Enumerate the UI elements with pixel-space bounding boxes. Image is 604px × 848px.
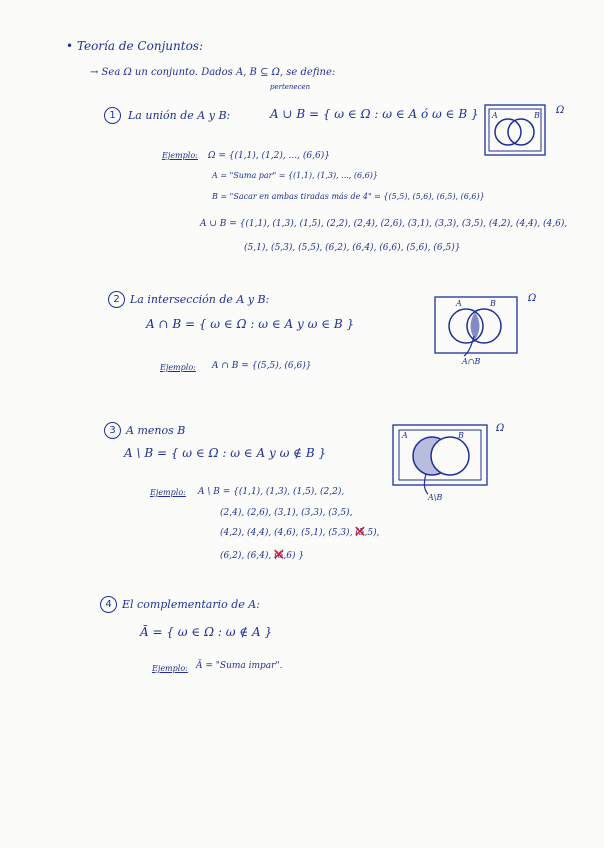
example-3-line-4-end: } (295, 551, 305, 561)
intro-note: pertenecen (270, 83, 311, 91)
venn-1-omega: Ω (556, 105, 565, 116)
section-4-formula: Ā = { ω ∈ Ω : ω ∉ A } (140, 625, 273, 639)
section-4-number: 4 (100, 596, 117, 613)
section-3-formula: A \ B = { ω ∈ Ω : ω ∈ A y ω ∉ B } (124, 446, 327, 460)
section-2-number: 2 (108, 291, 125, 308)
section-2-heading: La intersección de A y B: (130, 293, 270, 306)
page-title: • Teoría de Conjuntos: (66, 39, 203, 53)
example-3-line-4-text: (6,2), (6,4), (220, 551, 275, 561)
venn-3-label-difference: A\B (428, 493, 443, 502)
struck-pair-6-6: (6,6) ✕ (274, 552, 295, 561)
venn-intersection-diagram (434, 296, 520, 356)
section-1-heading: La unión de A y B: (128, 109, 231, 122)
venn-3-label-b: B (458, 431, 464, 440)
section-4-heading: El complementario de A: (122, 598, 260, 611)
section-1-example-label: Ejemplo: (162, 151, 198, 160)
example-3-line-3-end: , (376, 528, 380, 538)
section-1-number: 1 (104, 107, 121, 124)
example-3-line-4 (220, 552, 304, 561)
example-1-line-4: A ∪ B = {(1,1), (1,3), (1,5), (2,2), (2,4), (2,6), (3,1), (3,3), (3,5), (4,2), (4,4), (4,6), (200, 219, 568, 229)
section-3-example-label: Ejemplo: (150, 488, 186, 497)
intro-text: → Sea Ω un conjunto. Dados A, B ⊆ Ω, se define: (90, 67, 336, 78)
example-3-line-3 (220, 529, 380, 538)
venn-1-label-b: B (534, 111, 540, 120)
venn-2-label-a: A (456, 299, 462, 308)
section-3-number: 3 (104, 422, 121, 439)
venn-2-omega: Ω (528, 293, 537, 304)
venn-3-label-a: A (402, 431, 408, 440)
example-3-line-1: A \ B = {(1,1), (1,3), (1,5), (2,2), (198, 487, 345, 497)
section-4-example-label: Ejemplo: (152, 664, 188, 673)
example-1-line-5: (5,1), (5,3), (5,5), (6,2), (6,4), (6,6), (5,6), (6,5)} (244, 243, 461, 253)
example-1-line-3: B = "Sacar en ambas tiradas más de 4" = {(5,5), (5,6), (6,5), (6,6)} (212, 192, 485, 201)
example-1-line-2: A = "Suma par" = {(1,1), (1,3), ..., (6,6)} (212, 171, 378, 180)
venn-2-label-b: B (490, 299, 496, 308)
example-4-line: Ā = "Suma impar". (196, 661, 283, 671)
venn-1-label-a: A (492, 111, 498, 120)
venn-2-label-intersection: A∩B (462, 357, 481, 366)
example-3-line-3-text: (4,2), (4,4), (4,6), (5,1), (5,3), (220, 528, 356, 538)
struck-pair-5-5: (5,5) ✕ (355, 529, 376, 538)
example-2-line: A ∩ B = {(5,5), (6,6)} (212, 361, 312, 371)
section-3-heading: A menos B (126, 424, 186, 437)
section-1-formula: A ∪ B = { ω ∈ Ω : ω ∈ A ó ω ∈ B } (270, 107, 479, 121)
section-2-example-label: Ejemplo: (160, 363, 196, 372)
venn-3-omega: Ω (496, 423, 505, 434)
section-2-formula: A ∩ B = { ω ∈ Ω : ω ∈ A y ω ∈ B } (146, 317, 355, 331)
example-1-line-1: Ω = {(1,1), (1,2), ..., (6,6)} (208, 151, 330, 161)
example-3-line-2: (2,4), (2,6), (3,1), (3,3), (3,5), (220, 508, 353, 518)
